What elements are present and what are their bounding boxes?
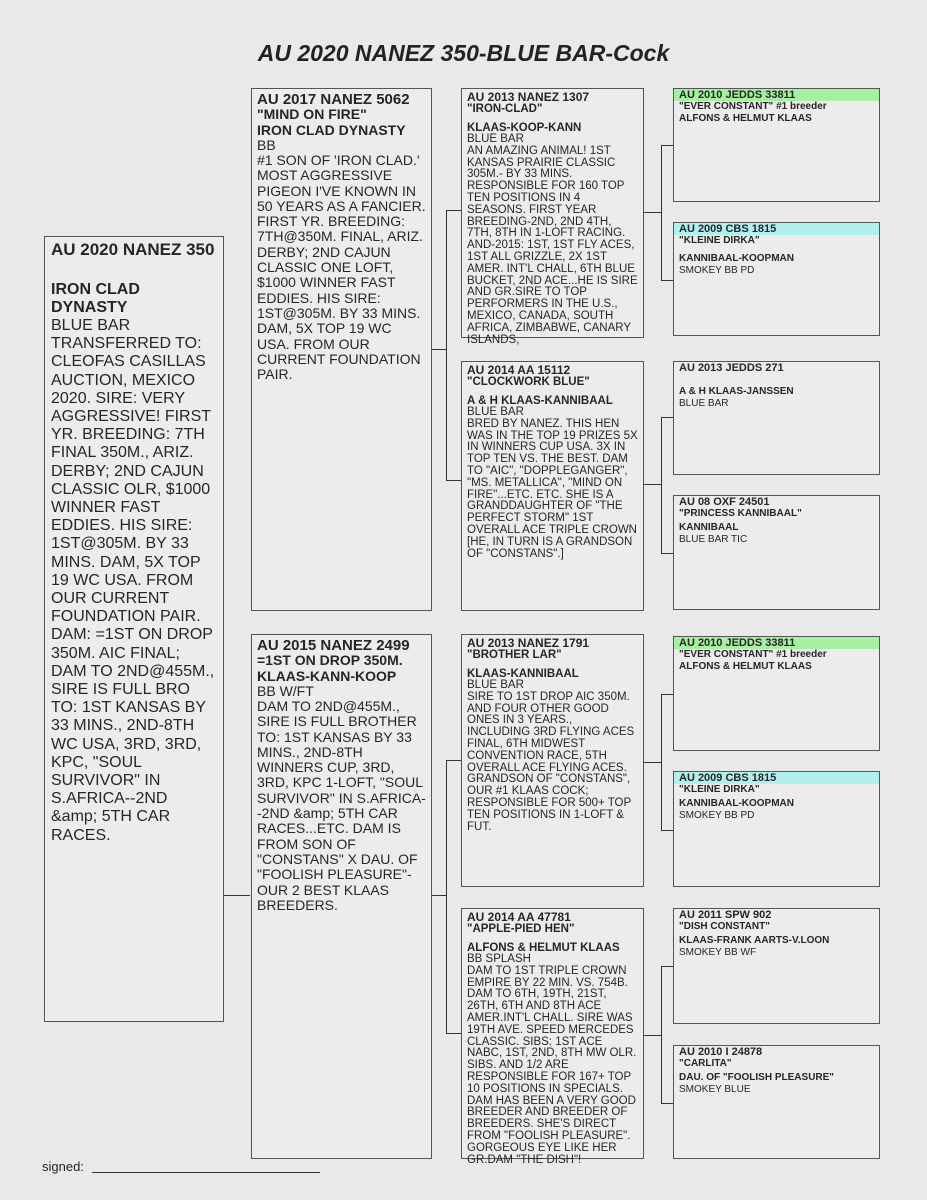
g4-strain: ALFONS & HELMUT KLAAS [679, 113, 812, 124]
g4-box-7 [673, 908, 880, 1024]
g4-strain: ALFONS & HELMUT KLAAS [679, 661, 812, 672]
g4-band: AU 2010 JEDDS 33811 [674, 637, 879, 649]
g4-band: AU 2011 SPW 902 [679, 909, 772, 921]
connector [661, 694, 673, 695]
g4-color: BLUE BAR [679, 398, 729, 409]
connector [446, 210, 461, 211]
dam-dam-band: AU 2014 AA 47781 [467, 910, 571, 924]
connector [661, 145, 662, 280]
connector [446, 210, 447, 480]
g4-box-4 [673, 495, 880, 610]
sire-box [251, 88, 432, 611]
connector [661, 966, 662, 1103]
dam-dam-description: DAM TO 1ST TRIPLE CROWN EMPIRE BY 22 MIN. VS. 754B. DAM TO 6TH, 19TH, 21ST, 26TH, 6TH AND 8TH ACE AMER.INT'L CHALL. SIRE WAS 19TH AVE. SPEED MERCEDES CLASSIC. SIBS: 1ST ACE NABC, 1ST, 2ND, 8TH MW OLR. SIBS. AND 1/2 ARE RESPONSIBLE FOR 167+ TOP 10 POSITIONS IN SPECIALS. DAM HAS BEEN A VERY GOOD BREEDER AND BREEDER OF BREEDERS. SHE'S DIRECT FROM "FOOLISH PLEASURE". GORGEOUS EYE LIKE HER GR.DAM "THE DISH"! [467, 964, 637, 1166]
sire-dam-color: BLUE BAR [467, 406, 524, 418]
sire-strain: IRON CLAD DYNASTY [257, 122, 406, 138]
dam-sire-strain: KLAAS-KANNIBAAL [467, 668, 579, 680]
pedigree-title: AU 2020 NANEZ 350-BLUE BAR-Cock [257, 40, 670, 66]
dam-dam-box [461, 908, 644, 1166]
g4-name [674, 374, 879, 386]
dam-sire-band: AU 2013 NANEZ 1791 [467, 636, 590, 650]
g4-strain: KANNIBAAL [679, 522, 739, 533]
sire-dam-box [461, 361, 644, 611]
connector [446, 760, 447, 1033]
connector [644, 1035, 661, 1036]
g4-band: AU 2009 CBS 1815 [674, 223, 879, 235]
signed-label: signed: [42, 1159, 84, 1174]
dam-box [251, 634, 432, 1159]
sire-dam-name: "CLOCKWORK BLUE" [467, 376, 590, 388]
dam-strain: KLAAS-KANN-KOOP [257, 668, 397, 684]
dam-sire-color: BLUE BAR [467, 679, 524, 691]
g4-band: AU 2009 CBS 1815 [674, 772, 879, 784]
sire-sire-band: AU 2013 NANEZ 1307 [467, 90, 590, 104]
connector [661, 417, 662, 553]
dam-dam-color: BB SPLASH [467, 953, 531, 965]
g4-name: "DISH CONSTANT" [679, 921, 770, 932]
dam-color: BB W/FT [257, 683, 314, 699]
g4-color: SMOKEY BB WF [679, 947, 757, 958]
g4-band: AU 2013 JEDDS 271 [679, 362, 784, 374]
g4-box-2 [673, 222, 880, 336]
sire-color: BB [257, 137, 276, 153]
sire-sire-box [461, 88, 644, 346]
g4-name: "EVER CONSTANT" #1 breeder [679, 101, 827, 112]
connector [661, 830, 673, 831]
dam-sire-box [461, 634, 644, 887]
g4-name: "KLEINE DIRKA" [679, 235, 760, 246]
dam-name: =1ST ON DROP 350M. [257, 652, 403, 668]
g4-box-6 [673, 771, 880, 887]
connector [446, 480, 461, 481]
dam-dam-name: "APPLE-PIED HEN" [467, 923, 575, 935]
subject-description: BLUE BAR TRANSFERRED TO: CLEOFAS CASILLAS AUCTION, MEXICO 2020. SIRE: VERY AGGRESSIVE! FIRST YR. BREEDING: 7TH FINAL 350M., ARIZ. DERBY; 2ND CAJUN CLASSIC OLR, $1000 WINNER FAST EDDIES. HIS SIRE: 1ST@305M. BY 33 MINS. DAM, 5X TOP 19 WC USA. FROM OUR CURRENT FOUNDATION PAIR. DAM: =1ST ON DROP 350M. AIC FINAL; DAM TO 2ND@455M., SIRE IS FULL BRO TO: 1ST KANSAS BY 33 MINS., 2ND-8TH WC USA, 3RD, 3RD, KPC, "SOUL SURVIVOR" IN S.AFRICA--2ND &amp; 5TH CAR RACES. [51, 317, 215, 844]
signature-line[interactable] [92, 1172, 320, 1173]
g4-box-5 [673, 636, 880, 751]
connector [661, 966, 673, 967]
g4-band: AU 2010 I 24878 [679, 1046, 763, 1058]
connector [661, 694, 662, 830]
connector [644, 484, 661, 485]
sire-sire-description: AN AMAZING ANIMAL! 1ST KANSAS PRAIRIE CLASSIC 305M.- BY 33 MINS. RESPONSIBLE FOR 160 TOP TEN POSITIONS IN 4 SEASONS. FIRST YEAR BREEDING-2ND, 2ND 4TH, 7TH, 8TH IN 1-LOFT RACING. AND-2015: 1ST, 1ST FLY ACES, 1ST ALL GRIZZLE, 2X 1ST AMER. INT'L CHALL, 6TH BLUE BUCKET, 2ND ACE...HE IS SIRE AND GR.SIRE TO TOP PERFORMERS IN THE U.S., MEXICO, CANADA, SOUTH AFRICA, ZIMBABWE, CANARY ISLANDS, [467, 144, 638, 346]
sire-sire-strain: KLAAS-KOOP-KANN [467, 122, 582, 134]
connector [661, 417, 673, 418]
connector [432, 349, 446, 350]
g4-strain: KANNIBAAL-KOOPMAN [679, 798, 794, 809]
connector [432, 895, 446, 896]
g4-band: AU 2010 JEDDS 33811 [674, 89, 879, 101]
g4-band: AU 08 OXF 24501 [679, 496, 770, 508]
connector [446, 1033, 461, 1034]
connector [661, 145, 673, 146]
g4-color: SMOKEY BB PD [679, 810, 755, 821]
sire-description: #1 SON OF 'IRON CLAD.' MOST AGGRESSIVE PIGEON I'VE KNOWN IN 50 YEARS AS A FANCIER. FIRST YR. BREEDING: 7TH@350M. FINAL, ARIZ. DERBY; 2ND CAJUN CLASSIC ONE LOFT, $1000 WINNER FAST EDDIES. HIS SIRE: 1ST@305M. BY 33 MINS. DAM, 5X TOP 19 WC USA. FROM OUR CURRENT FOUNDATION PAIR. [257, 152, 426, 383]
g4-strain: DAU. OF "FOOLISH PLEASURE" [679, 1072, 835, 1083]
g4-box-8 [673, 1045, 880, 1159]
connector [661, 280, 673, 281]
subject-strain: IRON CLAD DYNASTY [51, 281, 140, 316]
connector [644, 212, 661, 213]
connector [446, 760, 461, 761]
g4-name: "KLEINE DIRKA" [679, 784, 760, 795]
dam-sire-description: SIRE TO 1ST DROP AIC 350M. AND FOUR OTHER GOOD ONES IN 3 YEARS., INCLUDING 3RD FLYING ACES FINAL, 6TH MIDWEST CONVENTION RACE, 5TH OVERALL ACE FLYING ACES. GRANDSON OF "CONSTANS", OUR #1 KLAAS COCK; RESPONSIBLE FOR 500+ TOP TEN POSITIONS IN 1-LOFT & FUT. [467, 690, 635, 833]
g4-strain: KLAAS-FRANK AARTS-V.LOON [679, 935, 830, 946]
sire-sire-name: "IRON-CLAD" [467, 103, 543, 115]
g4-box-1 [673, 88, 880, 202]
sire-dam-description: BRED BY NANEZ. THIS HEN WAS IN THE TOP 19 PRIZES 5X IN WINNERS CUP USA. 3X IN TOP TEN VS. THE BEST. DAM TO "AIC", "DOPPLEGANGER", "MS. METALLICA", "MIND ON FIRE"...ETC. ETC. SHE IS A GRANDDAUGHTER OF "THE PERFECT STORM" 1ST OVERALL ACE TRIPLE CROWN [HE, IN TURN IS A GRANDSON OF "CONSTANS".] [467, 417, 638, 560]
connector [661, 1103, 673, 1104]
dam-band: AU 2015 NANEZ 2499 [257, 637, 410, 654]
connector [644, 762, 661, 763]
g4-name: "PRINCESS KANNIBAAL" [679, 508, 802, 519]
subject-box [44, 236, 224, 1022]
g4-color: SMOKEY BLUE [679, 1084, 751, 1095]
dam-dam-strain: ALFONS & HELMUT KLAAS [467, 942, 620, 954]
g4-name: "CARLITA" [679, 1058, 732, 1069]
g4-strain: KANNIBAAL-KOOPMAN [679, 253, 794, 264]
g4-strain: A & H KLAAS-JANSSEN [679, 386, 794, 397]
dam-description: DAM TO 2ND@455M., SIRE IS FULL BROTHER TO: 1ST KANSAS BY 33 MINS., 2ND-8TH WINNERS CUP, 3RD, 3RD, KPC 1-LOFT, "SOUL SURVIVOR" IN S.AFRICA--2ND &amp; 5TH CAR RACES...ETC. DAM IS FROM SON OF "CONSTANS" X DAU. OF "FOOLISH PLEASURE"- OUR 2 BEST KLAAS BREEDERS. [257, 698, 426, 913]
g4-color: BLUE BAR TIC [679, 534, 748, 545]
g4-color: SMOKEY BB PD [679, 265, 755, 276]
connector [661, 553, 673, 554]
subject-band: AU 2020 NANEZ 350 [51, 240, 215, 259]
sire-band: AU 2017 NANEZ 5062 [257, 91, 410, 108]
g4-name: "EVER CONSTANT" #1 breeder [679, 649, 827, 660]
sire-dam-band: AU 2014 AA 15112 [467, 363, 571, 377]
g4-box-3 [673, 361, 880, 475]
connector [224, 895, 250, 896]
sire-dam-strain: A & H KLAAS-KANNIBAAL [467, 395, 613, 407]
sire-sire-color: BLUE BAR [467, 133, 524, 145]
dam-sire-name: "BROTHER LAR" [467, 649, 562, 661]
sire-name: "MIND ON FIRE" [257, 106, 367, 122]
